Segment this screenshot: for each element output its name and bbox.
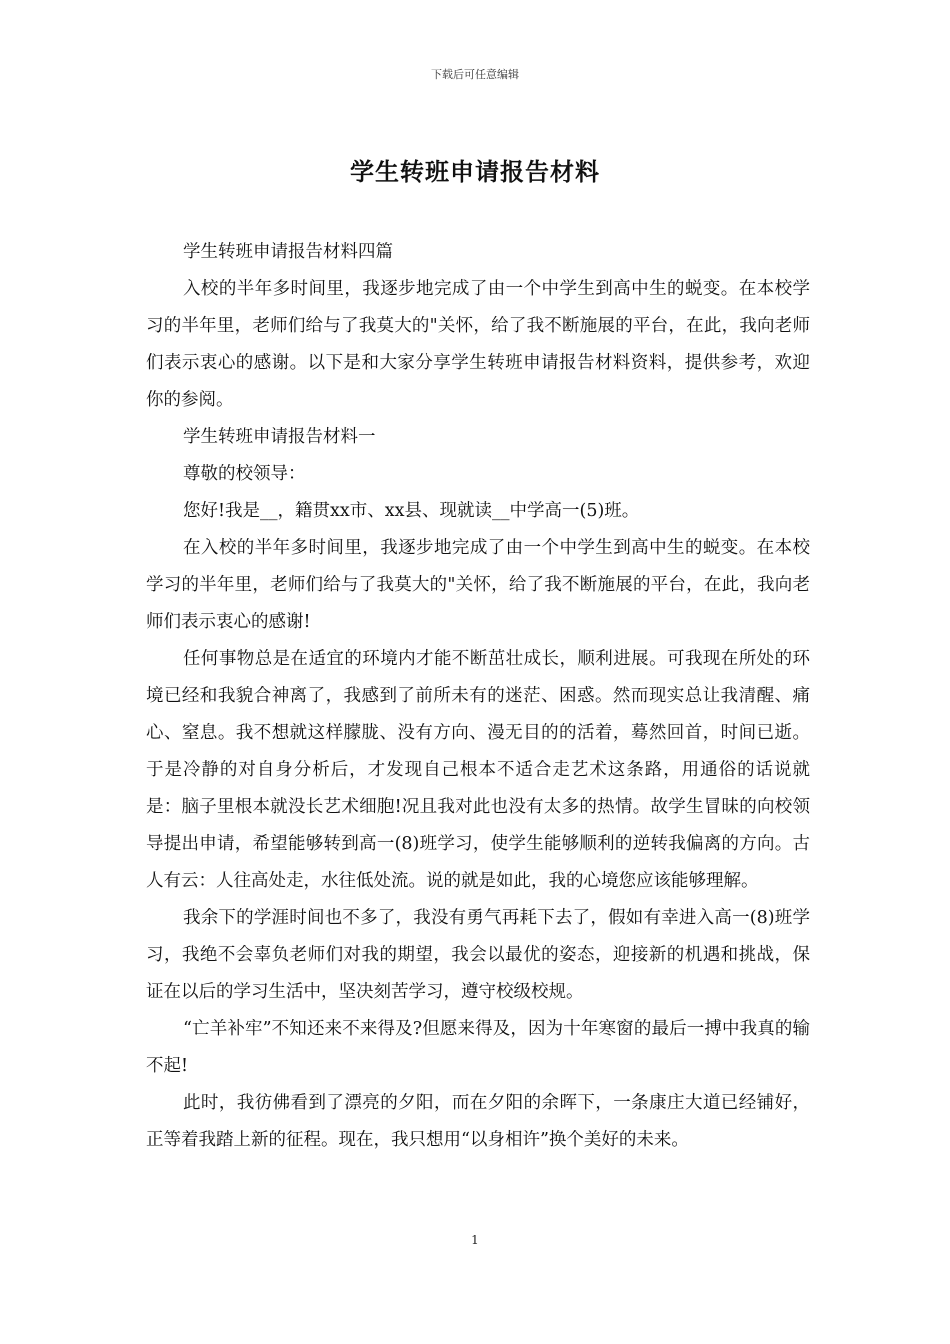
paragraph-subtitle: 学生转班申请报告材料四篇 — [183, 242, 393, 262]
page-number: 1 — [471, 1233, 479, 1247]
paragraph-body: 我余下的学涯时间也不多了，我没有勇气再耗下去了，假如有幸进入高一(8)班学习，我绝不会辜负老师们对我的期望，我会以最优的姿态，迎接新的机遇和挑战，保证在以后的学习生活中，坚决刻苦学习，遵守校级校规。 — [146, 908, 810, 1002]
paragraph-body: 在入校的半年多时间里，我逐步地完成了由一个中学生到高中生的蜕变。在本校学习的半年里，老师们给与了我莫大的"关怀，给了我不断施展的平台，在此，我向老师们表示衷心的感谢! — [146, 538, 810, 632]
paragraph-body: 此时，我彷佛看到了漂亮的夕阳，而在夕阳的余晖下，一条康庄大道已经铺好，正等着我踏上新的征程。现在，我只想用“以身相许”换个美好的未来。 — [146, 1093, 810, 1150]
document-body — [146, 234, 810, 1159]
document-title: 学生转班申请报告材料 — [350, 157, 600, 186]
paragraph-body: “亡羊补牢”不知还来不来得及?但愿来得及，因为十年寒窗的最后一搏中我真的输不起! — [146, 1019, 810, 1076]
paragraph-section-heading: 学生转班申请报告材料一 — [183, 427, 376, 447]
paragraph-body: 任何事物总是在适宜的环境内才能不断茁壮成长，顺利进展。可我现在所处的环境已经和我貌合神离了，我感到了前所未有的迷茫、困惑。然而现实总让我清醒、痛心、窒息。我不想就这样朦胧、没有方向、漫无目的的活着，蓦然回首，时间已逝。于是冷静的对自身分析后，才发现自己根本不适合走艺术这条路，用通俗的话说就是：脑子里根本就没长艺术细胞!况且我对此也没有太多的热情。故学生冒昧的向校领导提出申请，希望能够转到高一(8)班学习，使学生能够顺利的逆转我偏离的方向。古人有云：人往高处走，水往低处流。说的就是如此，我的心境您应该能够理解。 — [146, 649, 810, 891]
paragraph-intro: 入校的半年多时间里，我逐步地完成了由一个中学生到高中生的蜕变。在本校学习的半年里，老师们给与了我莫大的"关怀，给了我不断施展的平台，在此，我向老师们表示衷心的感谢。以下是和大家分享学生转班申请报告材料资料，提供参考，欢迎你的参阅。 — [146, 279, 810, 410]
paragraph-greeting: 您好!我是__，籍贯xx市、xx县、现就读__中学高一(5)班。 — [183, 501, 640, 521]
paragraph-salutation: 尊敬的校领导： — [183, 464, 306, 484]
header-note: 下载后可任意编辑 — [431, 68, 519, 81]
